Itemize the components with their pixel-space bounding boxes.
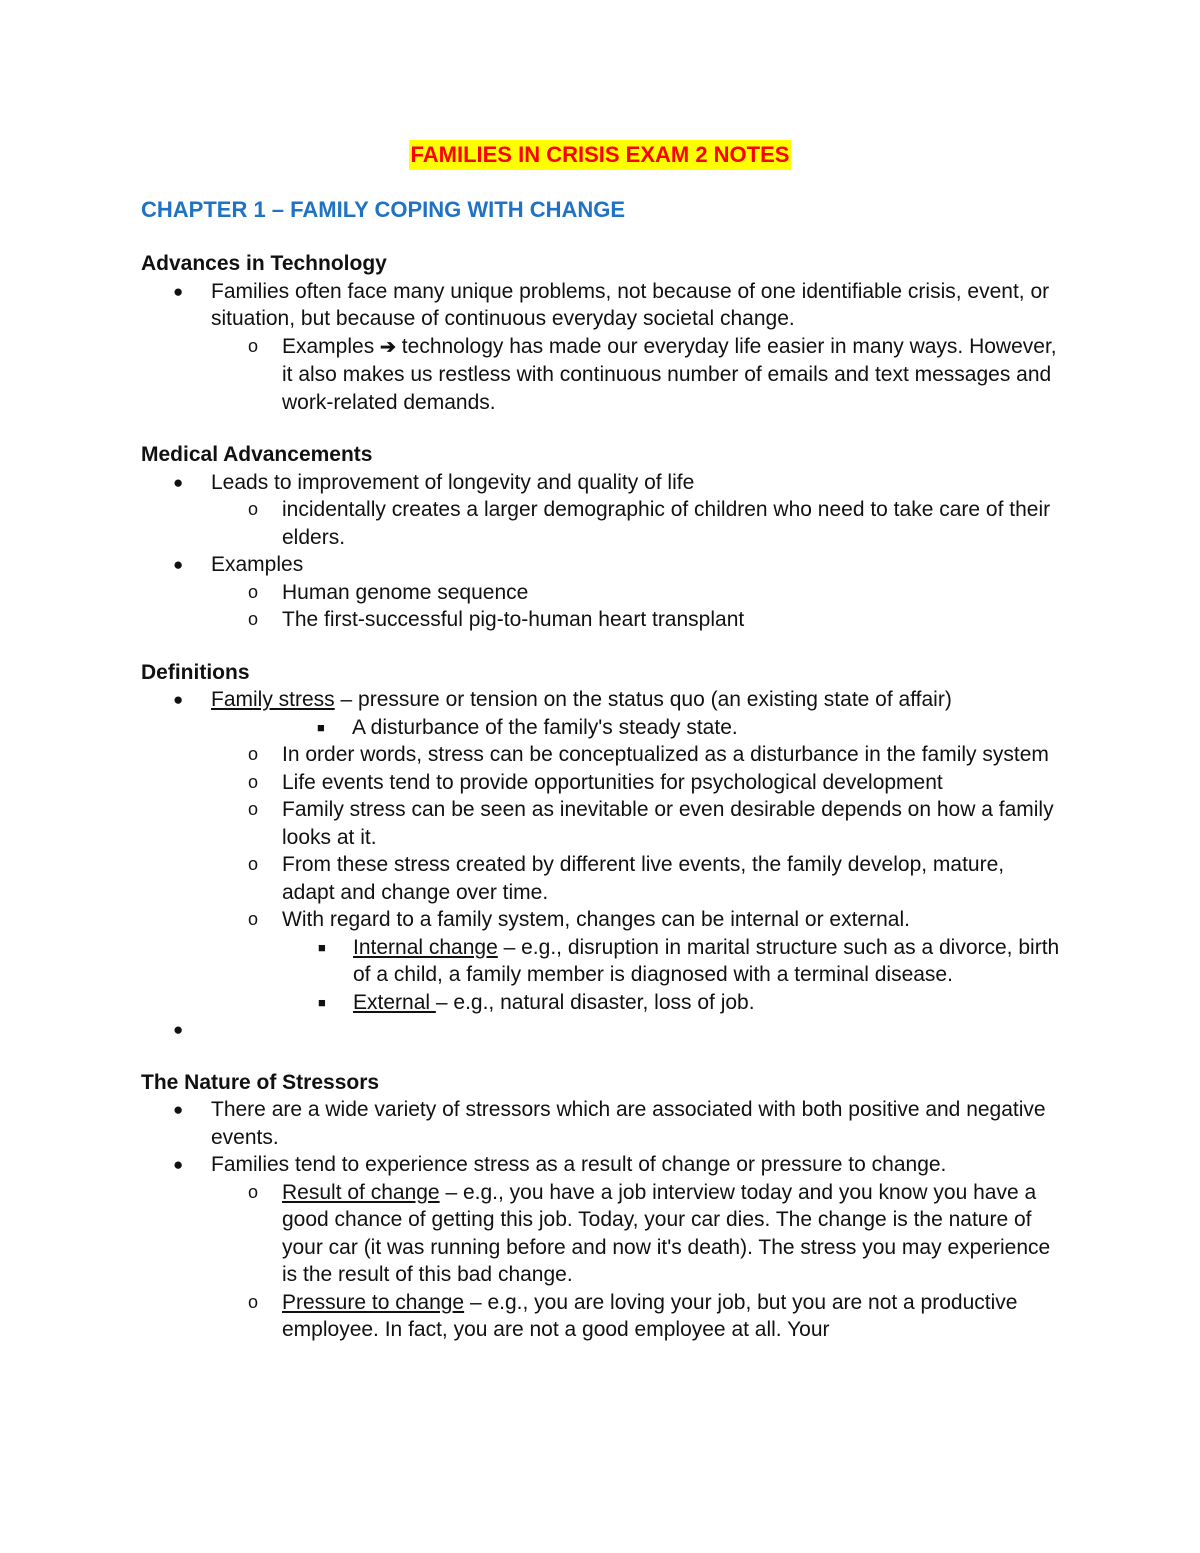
list-item-text: In order words, stress can be conceptualized as a disturbance in the family system <box>282 743 1049 766</box>
chapter-heading: CHAPTER 1 – FAMILY COPING WITH CHANGE <box>141 197 626 222</box>
sub-list <box>248 496 1061 551</box>
circle-bullet-icon: o <box>248 771 259 792</box>
list-item-lead: Examples <box>282 334 381 358</box>
circle-bullet-icon: o <box>248 909 259 929</box>
sub-sub-list <box>318 934 1061 1017</box>
square-bullet-icon: ■ <box>318 994 326 1010</box>
list-item <box>211 851 1061 906</box>
list-item-text: incidentally creates a larger demographic of children who need to take care of their elders. <box>282 498 1051 549</box>
list-item-text: From these stress created by different live events, the family develop, mature, adapt and change over time. <box>282 853 1005 904</box>
bullet-list <box>141 686 1061 1044</box>
term: Family stress <box>211 688 335 711</box>
list-item-text: There are a wide variety of stressors which are associated with both positive and negative events. <box>211 1098 1046 1149</box>
list-item <box>211 741 1061 769</box>
circle-bullet-icon: o <box>248 499 259 519</box>
list-item <box>211 1179 1061 1289</box>
list-item <box>282 934 1061 989</box>
list-item-text: – e.g., natural disaster, loss of job. <box>435 990 755 1014</box>
list-item-text: – e.g., you are loving your job, but you are not a productive employee. In fact, you are not a good employee at all. Your <box>282 1290 1018 1341</box>
bullet-list <box>141 1096 1061 1344</box>
bullet-list <box>141 278 1061 417</box>
section-heading: Medical Advancements <box>141 443 373 466</box>
section-medical <box>141 441 1061 634</box>
list-item <box>141 278 1061 417</box>
term: Result of change <box>282 1180 440 1204</box>
sub-list <box>248 333 1061 417</box>
disc-bullet-icon: ● <box>173 555 184 574</box>
circle-bullet-icon: o <box>248 799 259 819</box>
circle-bullet-icon: o <box>248 335 259 356</box>
list-item <box>141 1096 1061 1151</box>
list-item <box>141 551 1061 634</box>
list-item <box>281 714 1061 742</box>
section-definitions <box>141 659 1061 1044</box>
list-item <box>141 469 1061 552</box>
list-item-text: – e.g., you have a job interview today and you know you have a good chance of getting this job. Today, your car dies. The change is the nature of your car (it was running before and now it's death). The stress you may experience is the result of this bad change. <box>282 1180 1051 1286</box>
list-item <box>211 579 1061 607</box>
section-heading: Definitions <box>141 660 250 684</box>
term: Internal change <box>353 935 498 959</box>
sub-list <box>248 714 1061 1017</box>
list-item-text: With regard to a family system, changes can be internal or external. <box>282 908 910 931</box>
disc-bullet-icon: ● <box>173 1155 184 1174</box>
list-item-text: Families often face many unique problems, not because of one identifiable crisis, event, or situation, but because of continuous everyday societal change. <box>211 279 1050 330</box>
list-item <box>211 1289 1061 1344</box>
list-item-text: A disturbance of the family's steady state. <box>352 715 738 739</box>
list-item-text: – pressure or tension on the status quo (an existing state of affair) <box>334 688 952 711</box>
sub-list <box>248 579 1061 634</box>
list-item-text: Examples <box>211 553 304 576</box>
section-heading: The Nature of Stressors <box>141 1070 380 1094</box>
list-item-empty <box>141 1016 1061 1044</box>
disc-bullet-icon: ● <box>173 281 184 301</box>
list-item <box>211 906 1061 1016</box>
square-bullet-icon: ■ <box>317 719 325 735</box>
list-item <box>282 989 1061 1017</box>
list-item-text: Families tend to experience stress as a result of change or pressure to change. <box>211 1153 947 1176</box>
bullet-list <box>141 469 1061 634</box>
circle-bullet-icon: o <box>248 744 259 764</box>
list-item-text: – e.g., disruption in marital structure such as a divorce, birth of a child, a family member is diagnosed with a terminal disease. <box>353 935 1060 986</box>
list-item-text: Family stress can be seen as inevitable or even desirable depends on how a family looks at it. <box>282 798 1054 849</box>
list-item <box>211 496 1061 551</box>
list-item <box>141 686 1061 1016</box>
circle-bullet-icon: o <box>248 581 259 602</box>
list-item <box>211 333 1061 417</box>
circle-bullet-icon: o <box>248 609 259 629</box>
document-title: FAMILIES IN CRISIS EXAM 2 NOTES <box>409 140 792 170</box>
list-item <box>211 606 1061 634</box>
section-stressors <box>141 1069 1061 1344</box>
list-item-text: The first-successful pig-to-human heart transplant <box>282 608 745 631</box>
section-technology <box>141 250 1061 416</box>
list-item-text: Human genome sequence <box>282 580 529 604</box>
list-item-text: technology has made our everyday life easier in many ways. However, it also makes us restless with continuous number of emails and text messages and work-related demands. <box>282 334 1057 414</box>
list-item <box>141 1151 1061 1344</box>
disc-bullet-icon: ● <box>173 690 184 709</box>
list-item-text: Leads to improvement of longevity and quality of life <box>211 470 695 494</box>
list-item <box>211 769 1061 797</box>
sub-sub-list <box>317 714 1061 742</box>
list-item-wrapper <box>281 714 1061 742</box>
disc-bullet-icon: ● <box>173 1020 184 1039</box>
disc-bullet-icon: ● <box>173 1100 184 1119</box>
sub-list <box>248 1179 1061 1344</box>
square-bullet-icon: ■ <box>318 939 326 955</box>
title-row <box>0 140 1200 170</box>
disc-bullet-icon: ● <box>173 472 184 492</box>
list-item <box>211 796 1061 851</box>
circle-bullet-icon: o <box>248 1291 259 1312</box>
term: Pressure to change <box>282 1290 465 1314</box>
document-body <box>141 250 1061 1369</box>
circle-bullet-icon: o <box>248 1181 259 1202</box>
list-item-text: Life events tend to provide opportunities for psychological development <box>282 770 943 794</box>
section-heading: Advances in Technology <box>141 252 387 275</box>
arrow-icon: ➔ <box>380 336 396 358</box>
term: External <box>353 990 436 1014</box>
circle-bullet-icon: o <box>248 854 259 874</box>
